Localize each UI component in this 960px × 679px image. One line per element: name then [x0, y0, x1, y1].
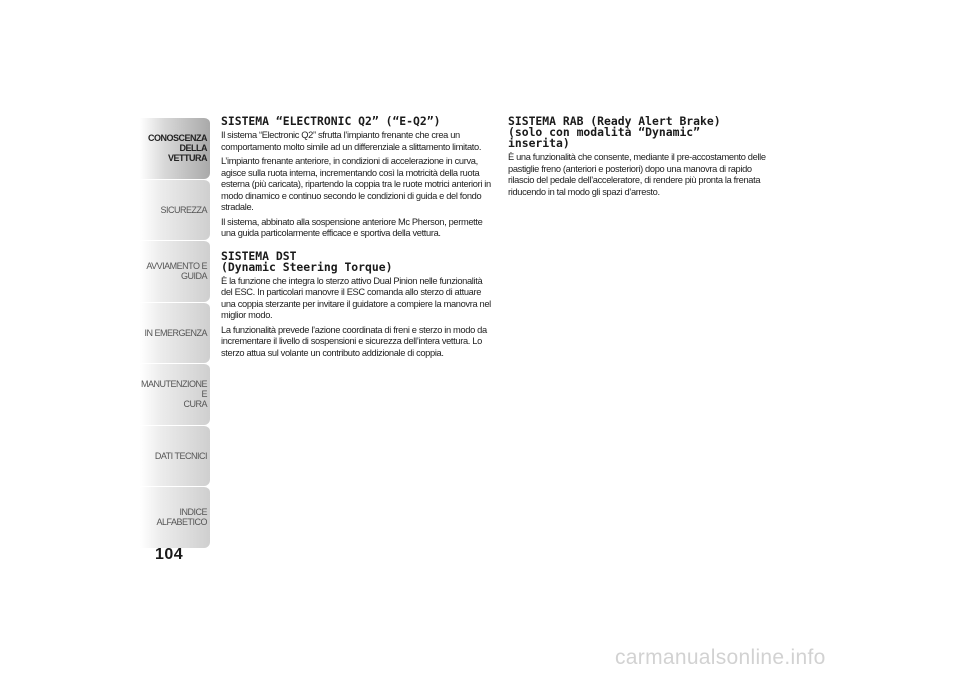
watermark-text: carmanualsonline.info [615, 646, 826, 669]
tab-avviamento-e-guida[interactable] [140, 240, 210, 302]
chapter-sidebar [140, 117, 210, 548]
section-title-line: SISTEMA RAB (Ready Alert Brake) [508, 114, 721, 128]
tab-label: AVVIAMENTO E GUIDA [146, 261, 207, 282]
tab-label: INDICE ALFABETICO [156, 507, 207, 528]
paragraph: L’impianto frenante anteriore, in condizioni di accelerazione in curva, agisce sulla ruota interna, incrementando così la motricità della ruota esterna (più caricata), ripartendo la coppia tra le ruote motrici anteriori in modo dinamico e continuo secondo le condizioni di guida e del fondo stradale. [221, 156, 491, 212]
paragraph: Il sistema, abbinato alla sospensione anteriore Mc Pherson, permette una guida particolarmente efficace e sportiva della vettura. [221, 216, 483, 238]
section-title-line: (Dynamic Steering Torque) [221, 259, 393, 274]
tab-label: SICUREZZA [160, 204, 207, 215]
paragraph: Il sistema “Electronic Q2” sfrutta l’impianto frenante che crea un comportamento molto simile ad un differenziale a slittamento limitato. [221, 130, 482, 152]
tab-label: CONOSCENZA DELLA VETTURA [147, 133, 207, 164]
section-title-line: SISTEMA DST [221, 248, 297, 263]
section-title-line: (solo con modalità “Dynamic” [508, 125, 701, 139]
paragraph: La funzionalità prevede l’azione coordinata di freni e sterzo in modo da incrementare il livello di sospensioni e sicurezza dell’intera vettura. Lo sterzo attua sul volante un contributo addizionale di coppia. [221, 324, 487, 358]
section-title-line: SISTEMA “ELECTRONIC Q2” (“E-Q2”) [221, 114, 441, 128]
tab-label: MANUTENZIONE E CURA [141, 379, 207, 410]
tab-sicurezza[interactable] [140, 179, 210, 241]
paragraph: È la funzione che integra lo sterzo attivo Dual Pinion nelle funzionalità del ESC. In particolari manovre il ESC comanda allo sterzo di attuare una coppia sterzante per invitare il guidatore a compiere la manovra nel miglior modo. [221, 275, 491, 320]
tab-label: IN EMERGENZA [144, 327, 207, 338]
section-title-rab [508, 116, 776, 149]
paragraph: È una funzionalità che consente, mediante il pre-accostamento delle pastiglie freno (anteriori e posteriori) dopo una manovra di rapido rilascio del pedale dell’acceleratore, di rendere più pronta la frenata riducendo in tal modo gli spazi d’arresto. [508, 152, 766, 197]
page-number: 104 [155, 546, 184, 563]
right-column [508, 116, 776, 201]
tab-manutenzione-e-cura[interactable] [140, 363, 210, 425]
left-column [221, 116, 491, 362]
tab-dati-tecnici[interactable] [140, 425, 210, 487]
tab-conoscenza-della-vettura[interactable] [140, 117, 210, 179]
tab-label: DATI TECNICI [154, 450, 207, 461]
section-title-dst [221, 248, 491, 274]
tab-indice-alfabetico[interactable] [140, 486, 210, 548]
tab-in-emergenza[interactable] [140, 302, 210, 364]
section-title-line: inserita) [508, 136, 570, 150]
section-title-electronic-q2 [221, 116, 491, 127]
